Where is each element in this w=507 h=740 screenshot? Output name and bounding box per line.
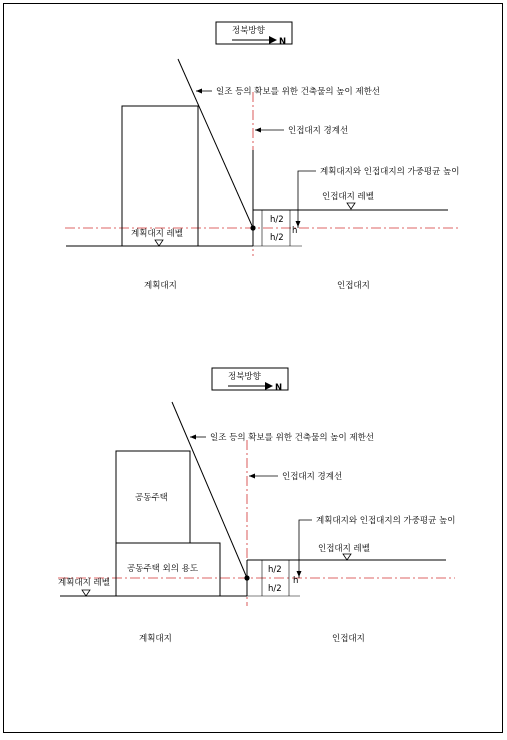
height-limit-line [178, 59, 253, 228]
boundary-leader-arrow-icon [255, 128, 261, 133]
avg-height-leader [298, 171, 316, 228]
half-h-lower: h/2 [268, 584, 282, 594]
plan-level-triangle-icon [82, 590, 90, 596]
boundary-label: 인접대지 경계선 [288, 126, 349, 136]
apartment-label: 공동주택 [135, 493, 168, 503]
building-outline [122, 106, 198, 246]
plan-level-label: 계획대지 레벨 [58, 578, 110, 588]
north-direction-label: 정북방향 [232, 26, 265, 36]
h-label: h [293, 576, 299, 586]
half-h-lower: h/2 [270, 233, 284, 243]
plan-site-label: 계획대지 [139, 634, 172, 644]
plan-level-triangle-icon [155, 240, 163, 246]
origin-point [250, 225, 255, 230]
limit-line-label: 일조 등의 확보를 위한 건축물의 높이 제한선 [210, 433, 375, 443]
north-letter: N [275, 383, 283, 393]
boundary-leader-arrow-icon [249, 474, 255, 479]
plan-site-label: 계획대지 [144, 281, 177, 291]
top-diagram [65, 22, 460, 291]
origin-point [244, 575, 249, 580]
limit-leader-arrow-icon [190, 435, 196, 440]
adjacent-site-label: 인접대지 [337, 281, 370, 291]
avg-height-leader [299, 520, 312, 578]
half-h-upper: h/2 [270, 215, 284, 225]
avg-height-label: 계획대지와 인접대지의 가중평균 높이 [320, 167, 460, 177]
limit-line-label: 일조 등의 확보를 위한 건축물의 높이 제한선 [216, 87, 381, 97]
adjacent-level-triangle-icon [343, 554, 351, 560]
h-label: h [292, 226, 298, 236]
adjacent-site-label: 인접대지 [332, 634, 365, 644]
height-limit-line [172, 402, 247, 578]
bottom-diagram [58, 368, 455, 644]
north-direction-label: 정북방향 [228, 372, 261, 382]
avg-height-label: 계획대지와 인접대지의 가중평균 높이 [316, 516, 456, 526]
adjacent-level-label: 인접대지 레벨 [318, 544, 370, 554]
plan-level-label: 계획대지 레벨 [131, 229, 183, 239]
other-use-label: 공동주택 외의 용도 [127, 564, 199, 574]
limit-leader-arrow-icon [196, 89, 202, 94]
adjacent-level-triangle-icon [347, 203, 355, 209]
half-h-upper: h/2 [268, 565, 282, 575]
adjacent-level-label: 인접대지 레벨 [322, 192, 374, 202]
north-letter: N [279, 37, 287, 47]
boundary-label: 인접대지 경계선 [282, 472, 343, 482]
